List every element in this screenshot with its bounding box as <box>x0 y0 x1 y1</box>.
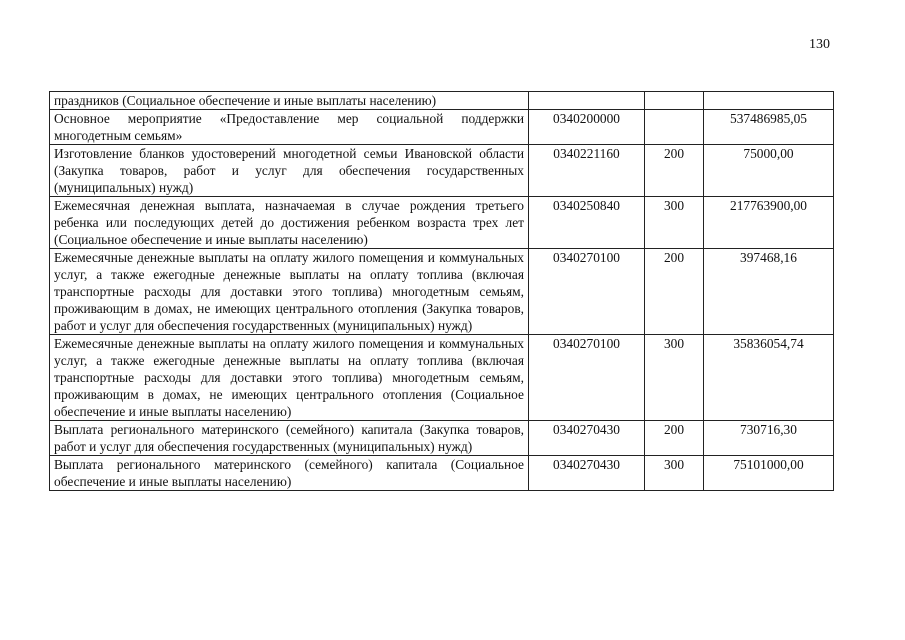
expense-name-cell: Изготовление бланков удостоверений многодетной семьи Ивановской области (Закупка товаров, работ и услуг для обеспечения государственных (муниципальных) нужд) <box>50 145 529 197</box>
expense-type-cell: 300 <box>645 197 704 249</box>
amount-cell: 730716,30 <box>704 421 834 456</box>
expense-name-cell: Основное мероприятие «Предоставление мер социальной поддержки многодетным семьям» <box>50 110 529 145</box>
target-code-cell: 0340270430 <box>529 421 645 456</box>
amount-cell: 75000,00 <box>704 145 834 197</box>
expense-type-cell <box>645 110 704 145</box>
expense-name-cell: Ежемесячные денежные выплаты на оплату жилого помещения и коммунальных услуг, а также ежегодные денежные выплаты на оплату топлива (включая транспортные расходы для доставки этого топлива) многодетным семьям, проживающим в домах, не имеющих центрального отопления (Закупка товаров, работ и услуг для обеспечения государственных (муниципальных) нужд) <box>50 249 529 335</box>
table-row <box>50 197 834 249</box>
amount-cell <box>704 92 834 110</box>
target-code-cell: 0340200000 <box>529 110 645 145</box>
amount-cell: 397468,16 <box>704 249 834 335</box>
expense-type-cell: 200 <box>645 249 704 335</box>
expense-type-cell: 200 <box>645 421 704 456</box>
expense-type-cell: 300 <box>645 335 704 421</box>
table-row <box>50 249 834 335</box>
amount-cell: 75101000,00 <box>704 456 834 491</box>
amount-cell: 35836054,74 <box>704 335 834 421</box>
expense-name-cell: Ежемесячные денежные выплаты на оплату жилого помещения и коммунальных услуг, а также ежегодные денежные выплаты на оплату топлива (включая транспортные расходы для доставки этого топлива) многодетным семьям, проживающим в домах, не имеющих центрального отопления (Социальное обеспечение и иные выплаты населению) <box>50 335 529 421</box>
table-row <box>50 110 834 145</box>
table-row <box>50 456 834 491</box>
expense-name-cell: Выплата регионального материнского (семейного) капитала (Социальное обеспечение и иные выплаты населению) <box>50 456 529 491</box>
target-code-cell: 0340270100 <box>529 335 645 421</box>
expense-type-cell: 200 <box>645 145 704 197</box>
expense-name-cell: праздников (Социальное обеспечение и иные выплаты населению) <box>50 92 529 110</box>
budget-table <box>49 91 834 491</box>
page-number: 130 <box>809 37 830 52</box>
amount-cell: 537486985,05 <box>704 110 834 145</box>
target-code-cell <box>529 92 645 110</box>
target-code-cell: 0340221160 <box>529 145 645 197</box>
expense-name-cell: Выплата регионального материнского (семейного) капитала (Закупка товаров, работ и услуг для обеспечения государственных (муниципальных) нужд) <box>50 421 529 456</box>
table-row <box>50 145 834 197</box>
target-code-cell: 0340270430 <box>529 456 645 491</box>
expense-type-cell: 300 <box>645 456 704 491</box>
target-code-cell: 0340250840 <box>529 197 645 249</box>
expense-type-cell <box>645 92 704 110</box>
expense-name-cell: Ежемесячная денежная выплата, назначаемая в случае рождения третьего ребенка или последующих детей до достижения ребенком возраста трех лет (Социальное обеспечение и иные выплаты населению) <box>50 197 529 249</box>
table-row <box>50 92 834 110</box>
amount-cell: 217763900,00 <box>704 197 834 249</box>
table-row <box>50 335 834 421</box>
target-code-cell: 0340270100 <box>529 249 645 335</box>
table-row <box>50 421 834 456</box>
